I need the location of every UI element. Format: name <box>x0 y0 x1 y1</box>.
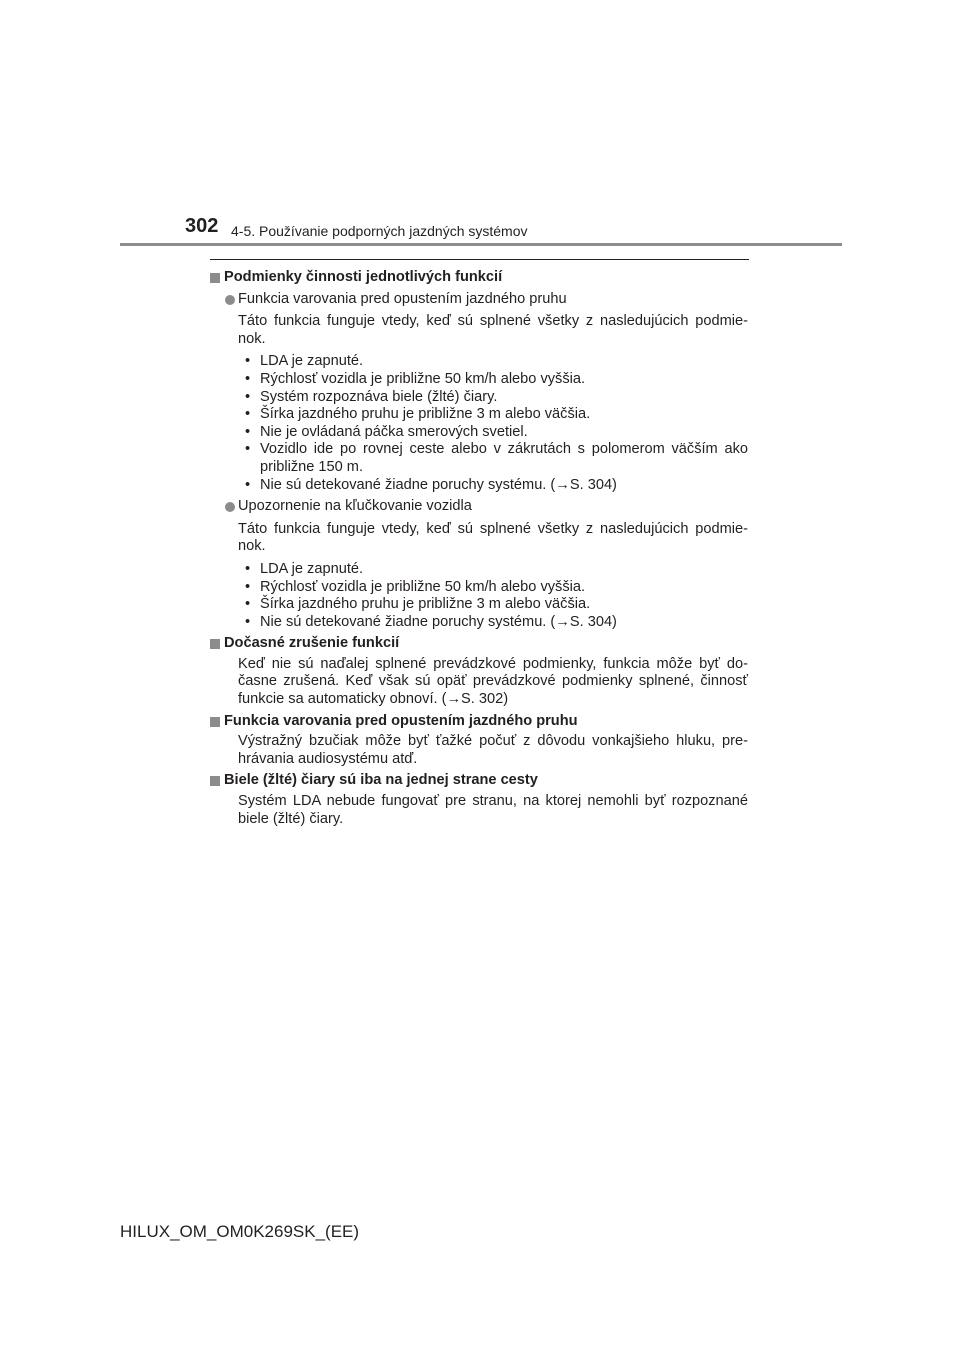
circle-bullet-icon <box>225 502 235 512</box>
list-item: • Rýchlosť vozidla je približne 50 km/h alebo vyššia. <box>245 578 586 595</box>
square-bullet-icon <box>210 273 220 283</box>
bullet-list <box>210 353 748 494</box>
section-heading-temporary-cancel <box>210 635 748 653</box>
list-item: • LDA je zapnuté. <box>245 560 364 577</box>
paragraph: Systém LDA nebude fungovať pre stranu, na ktorej nemohli byť rozpoznané biele (žlté) čiary. <box>238 793 748 827</box>
page-content <box>210 265 748 828</box>
circle-bullet-icon <box>225 295 235 305</box>
section-heading-one-side-lines <box>210 772 748 790</box>
section-heading-conditions <box>210 269 748 287</box>
list-item: • Nie sú detekované žiadne poruchy systému. (→S. 304) <box>245 476 617 493</box>
subheading-text: Funkcia varovania pred opustením jazdného pruhu <box>238 290 567 307</box>
document-code: HILUX_OM_OM0K269SK_(EE) <box>120 1222 360 1241</box>
content-rule <box>210 259 749 260</box>
list-item: • Nie sú detekované žiadne poruchy systému. (→S. 304) <box>245 613 617 630</box>
list-item: • Vozidlo ide po rovnej ceste alebo v zákrutách s polomerom väčším ako približne 150 m. <box>245 441 748 475</box>
list-item: • Nie je ovládaná páčka smerových svetiel. <box>245 423 528 440</box>
subheading-lane-departure <box>210 291 748 309</box>
square-bullet-icon <box>210 717 220 727</box>
paragraph: Výstražný bzučiak môže byť ťažké počuť z dôvodu vonkajšieho hluku, pre-hrávania audiosystému atď. <box>238 733 748 767</box>
list-item: • Šírka jazdného pruhu je približne 3 m alebo väčšia. <box>245 596 591 613</box>
subheading-text: Upozornenie na kľučkovanie vozidla <box>238 498 472 515</box>
header-rule <box>120 243 842 246</box>
section-heading-text: Podmienky činnosti jednotlivých funkcií <box>224 269 503 285</box>
list-item: • LDA je zapnuté. <box>245 353 364 370</box>
paragraph: Táto funkcia funguje vtedy, keď sú splnené všetky z nasledujúcich podmie-nok. <box>238 520 748 555</box>
section-heading-lane-departure-alert <box>210 713 748 731</box>
list-item: • Systém rozpoznáva biele (žlté) čiary. <box>245 388 498 405</box>
bullet-list <box>210 561 748 631</box>
subheading-sway-warning <box>210 498 748 516</box>
section-heading-text: Funkcia varovania pred opustením jazdného pruhu <box>224 712 578 729</box>
square-bullet-icon <box>210 639 220 649</box>
square-bullet-icon <box>210 776 220 786</box>
chapter-title: 4-5. Používanie podporných jazdných systémov <box>231 223 528 239</box>
list-item: • Rýchlosť vozidla je približne 50 km/h alebo vyššia. <box>245 370 586 387</box>
section-heading-text: Biele (žlté) čiary sú iba na jednej strane cesty <box>224 772 538 789</box>
section-heading-text: Dočasné zrušenie funkcií <box>224 635 400 652</box>
paragraph: Táto funkcia funguje vtedy, keď sú splnené všetky z nasledujúcich podmie-nok. <box>238 313 748 347</box>
list-item: • Šírka jazdného pruhu je približne 3 m alebo väčšia. <box>245 406 591 423</box>
paragraph: Keď nie sú naďalej splnené prevádzkové podmienky, funkcia môže byť do-časne zrušená. Keď však sú opäť prevádzkové podmienky splnené, činnosť funkcie sa automaticky obnoví. (→S. 302) <box>238 655 748 708</box>
page-number: 302 <box>185 215 219 237</box>
